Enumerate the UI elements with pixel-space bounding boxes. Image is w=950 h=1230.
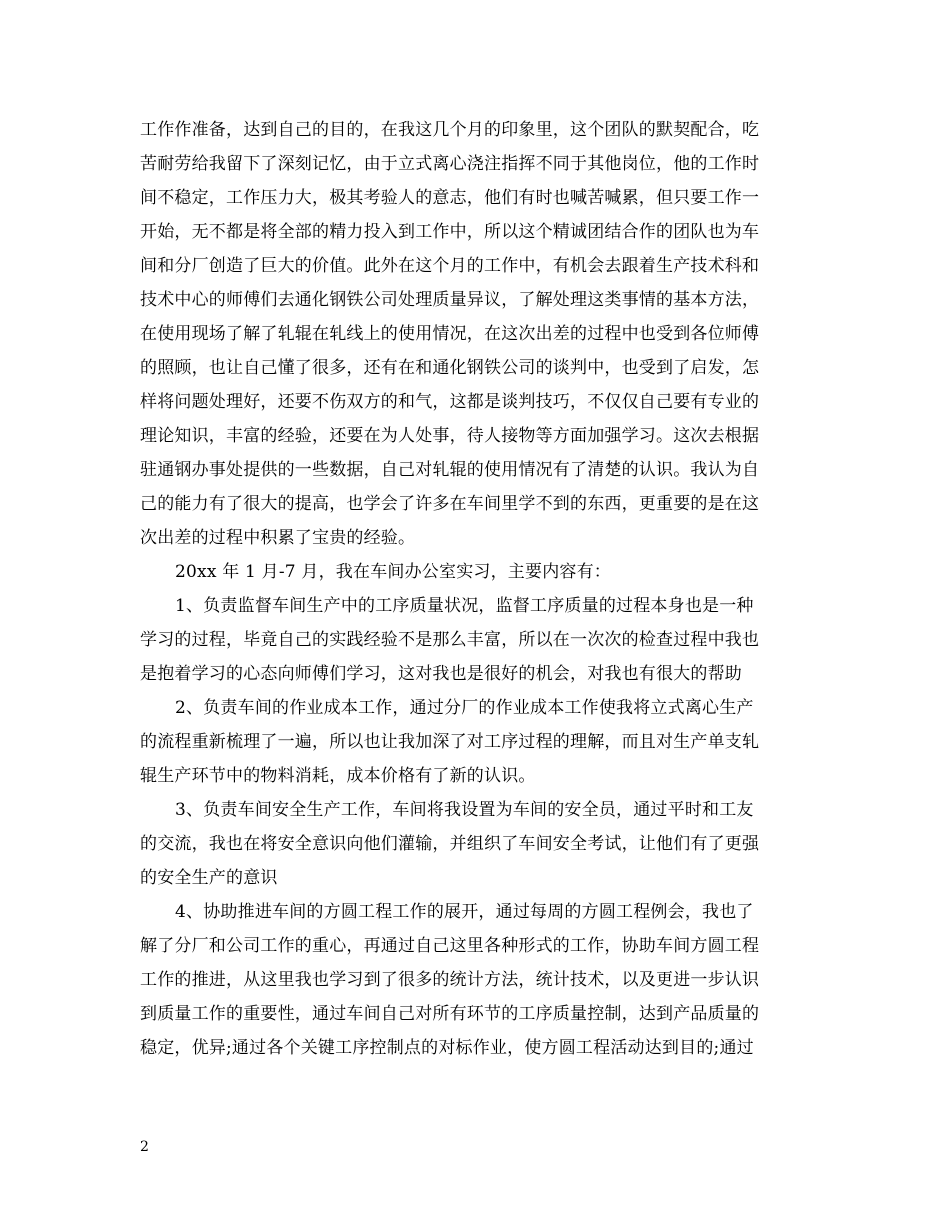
text-line: 稳定，优异;通过各个关键工序控制点的对标作业，使方圆工程活动达到目的;通过	[140, 1038, 754, 1058]
page-number: 2	[140, 1139, 149, 1155]
text-line: 次出差的过程中积累了宝贵的经验。	[140, 528, 416, 548]
text-line: 的流程重新梳理了一遍，所以也让我加深了对工序过程的理解，而且对生产单支轧	[140, 732, 760, 752]
text-line: 间和分厂创造了巨大的价值。此外在这个月的工作中，有机会去跟着生产技术科和	[140, 256, 760, 276]
text-line: 理论知识，丰富的经验，还要在为人处事，待人接物等方面加强学习。这次去根据	[140, 426, 760, 446]
text-line: 驻通钢办事处提供的一些数据，自己对轧辊的使用情况有了清楚的认识。我认为自	[140, 460, 760, 480]
text-line: 工作作准备，达到自己的目的，在我这几个月的印象里，这个团队的默契配合，吃	[140, 120, 760, 140]
text-line: 己的能力有了很大的提高，也学会了许多在车间里学不到的东西，更重要的是在这	[140, 494, 760, 514]
text-line: 到质量工作的重要性，通过车间自己对所有环节的工序质量控制，达到产品质量的	[140, 1004, 760, 1024]
text-line: 解了分厂和公司工作的重心，再通过自己这里各种形式的工作，协助车间方圆工程	[140, 936, 760, 956]
text-line: 3、负责车间安全生产工作，车间将我设置为车间的安全员，通过平时和工友	[175, 800, 754, 820]
text-line: 在使用现场了解了轧辊在轧线上的使用情况，在这次出差的过程中也受到各位师傅	[140, 324, 760, 344]
text-line: 学习的过程，毕竟自己的实践经验不是那么丰富，所以在一次次的检查过程中我也	[140, 630, 760, 650]
text-line: 的照顾，也让自己懂了很多，还有在和通化钢铁公司的谈判中，也受到了启发，怎	[140, 358, 760, 378]
text-line: 样将问题处理好，还要不伤双方的和气，这都是谈判技巧，不仅仅自己要有专业的	[140, 392, 760, 412]
text-line: 辊生产环节中的物料消耗，成本价格有了新的认识。	[140, 766, 536, 786]
text-line: 1、负责监督车间生产中的工序质量状况，监督工序质量的过程本身也是一种	[175, 596, 754, 616]
text-line: 20xx 年 1 月-7 月，我在车间办公室实习，主要内容有：	[175, 562, 611, 582]
text-line: 2、负责车间的作业成本工作，通过分厂的作业成本工作使我将立式离心生产	[175, 698, 754, 718]
text-line: 间不稳定，工作压力大，极其考验人的意志，他们有时也喊苦喊累，但只要工作一	[140, 188, 760, 208]
text-line: 的交流，我也在将安全意识向他们灌输，并组织了车间安全考试，让他们有了更强	[140, 834, 760, 854]
text-line: 工作的推进，从这里我也学习到了很多的统计方法，统计技术，以及更进一步认识	[140, 970, 760, 990]
text-line: 技术中心的师傅们去通化钢铁公司处理质量异议，了解处理这类事情的基本方法，	[140, 290, 760, 310]
text-line: 的安全生产的意识	[140, 868, 278, 888]
text-line: 4、协助推进车间的方圆工程工作的展开，通过每周的方圆工程例会，我也了	[175, 902, 754, 922]
text-line: 开始，无不都是将全部的精力投入到工作中，所以这个精诚团结合作的团队也为车	[140, 222, 760, 242]
text-line: 苦耐劳给我留下了深刻记忆，由于立式离心浇注指挥不同于其他岗位，他的工作时	[140, 154, 760, 174]
text-line: 是抱着学习的心态向师傅们学习，这对我也是很好的机会，对我也有很大的帮助	[140, 664, 742, 684]
